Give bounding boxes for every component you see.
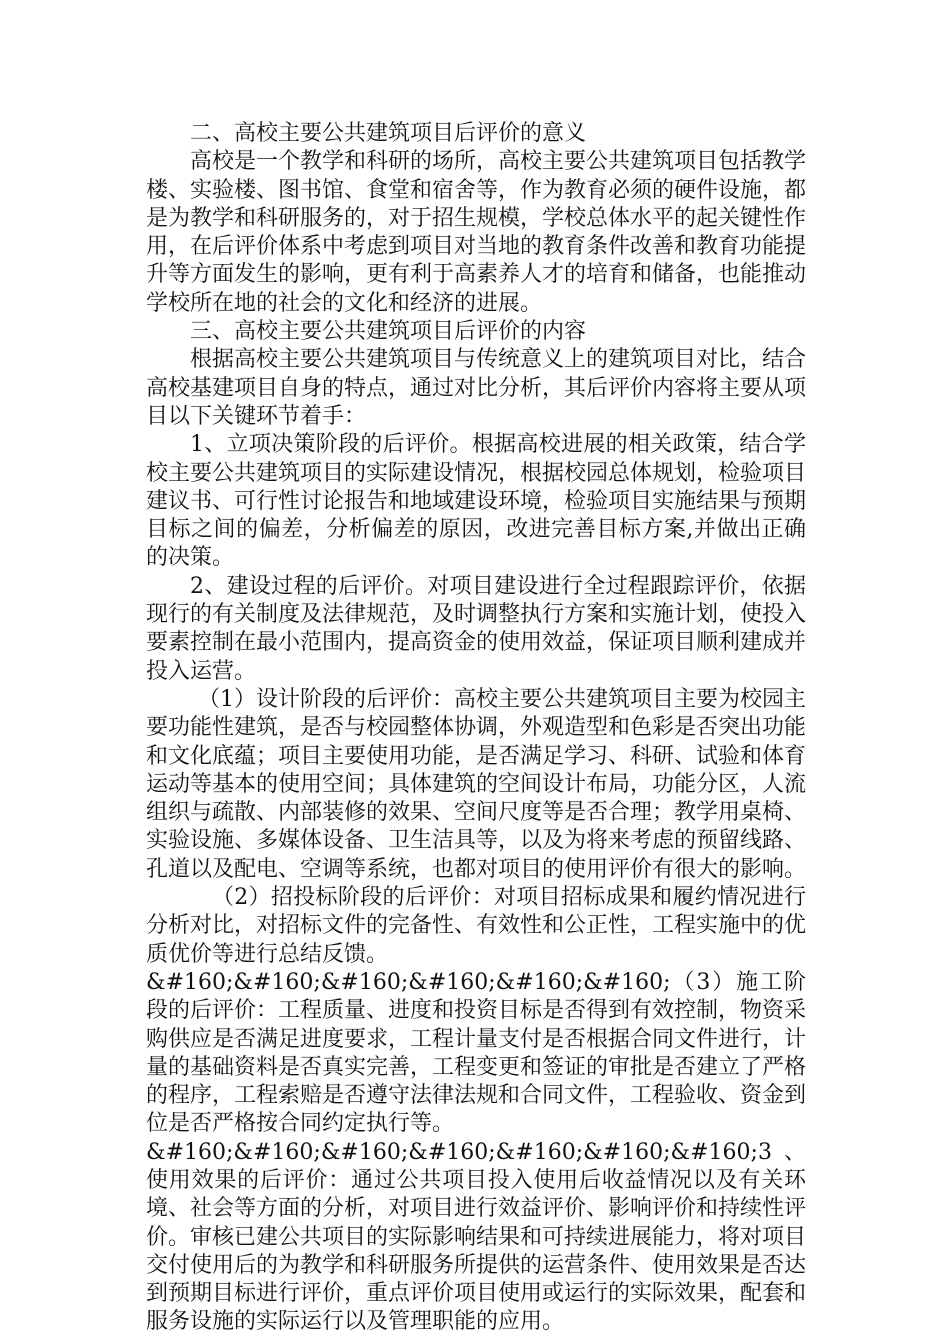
section-2-body: 高校是一个教学和科研的场所，高校主要公共建筑项目包括教学楼、实验楼、图书馆、食堂和宿舍等，作为教育必须的硬件设施，都是为教学和科研服务的，对于招生规模，学校总体水平的起关键性作用，在后评价体系中考虑到项目对当地的教育条件改善和教育功能提升等方面发生的影响，更有利于高素养人才的培育和储备，也能推动学校所在地的社会的文化和经济的进展。 [146, 149, 807, 316]
subitem-2-paragraph: （2）招投标阶段的后评价：对项目招标成果和履约情况进行分析对比，对招标文件的完备性、有效性和公正性，工程实施中的优质优价等进行总结反馈。 [146, 885, 807, 967]
subitem-3-paragraph: &#160;&#160;&#160;&#160;&#160;&#160;（3）施工阶段的后评价：工程质量、进度和投资目标是否得到有效控制，物资采购供应是否满足进度要求，工程计量支付是否根据合同文件进行，计量的基础资料是否真实完善，工程变更和签证的审批是否建立了严格的程序，工程索赔是否遵守法律法规和合同文件，工程验收、资金到位是否严格按合同约定执行等。 [146, 969, 807, 1137]
section-2-heading: 二、高校主要公共建筑项目后评价的意义 [190, 121, 587, 146]
section-3-intro: 根据高校主要公共建筑项目与传统意义上的建筑项目对比，结合高校基建项目自身的特点，通过对比分析，其后评价内容将主要从项目以下关键环节着手： [146, 347, 807, 429]
item-1-paragraph: 1、立项决策阶段的后评价。根据高校进展的相关政策，结合学校主要公共建筑项目的实际建设情况，根据校园总体规划，检验项目建议书、可行性讨论报告和地域建设环境，检验项目实施结果与预期目标之间的偏差，分析偏差的原因，改进完善目标方案,并做出正确的决策。 [146, 432, 807, 571]
section-3-heading: 三、高校主要公共建筑项目后评价的内容 [190, 319, 587, 345]
document-page [146, 120, 806, 1337]
subitem-1-paragraph: （1）设计阶段的后评价：高校主要公共建筑项目主要为校园主要功能性建筑，是否与校园整体协调，外观造型和色彩是否突出功能和文化底蕴；项目主要使用功能，是否满足学习、科研、试验和体育运动等基本的使用空间；具体建筑的空间设计布局，功能分区，人流组织与疏散、内部装修的效果、空间尺度等是否合理；教学用桌椅、实验设施、多媒体设备、卫生洁具等，以及为将来考虑的预留线路、孔道以及配电、空调等系统，也都对项目的使用评价有很大的影响。 [146, 686, 807, 882]
item-3-paragraph: &#160;&#160;&#160;&#160;&#160;&#160;&#160;3、使用效果的后评价：通过公共项目投入使用后收益情况以及有关环境、社会等方面的分析，对项目进行效益评价、影响评价和持续性评价。审核已建公共项目的实际影响结果和可持续进展能力，将对项目交付使用后的为教学和科研服务所提供的运营条件、使用效果是否达到预期目标进行评价，重点评价项目使用或运行的实际效果，配套和服务设施的实际运行以及管理职能的应用。 [146, 1139, 807, 1335]
item-2-paragraph: 2、建设过程的后评价。对项目建设进行全过程跟踪评价，依据现行的有关制度及法律规范，及时调整执行方案和实施计划，使投入要素控制在最小范围内，提高资金的使用效益，保证项目顺利建成并投入运营。 [146, 573, 807, 684]
